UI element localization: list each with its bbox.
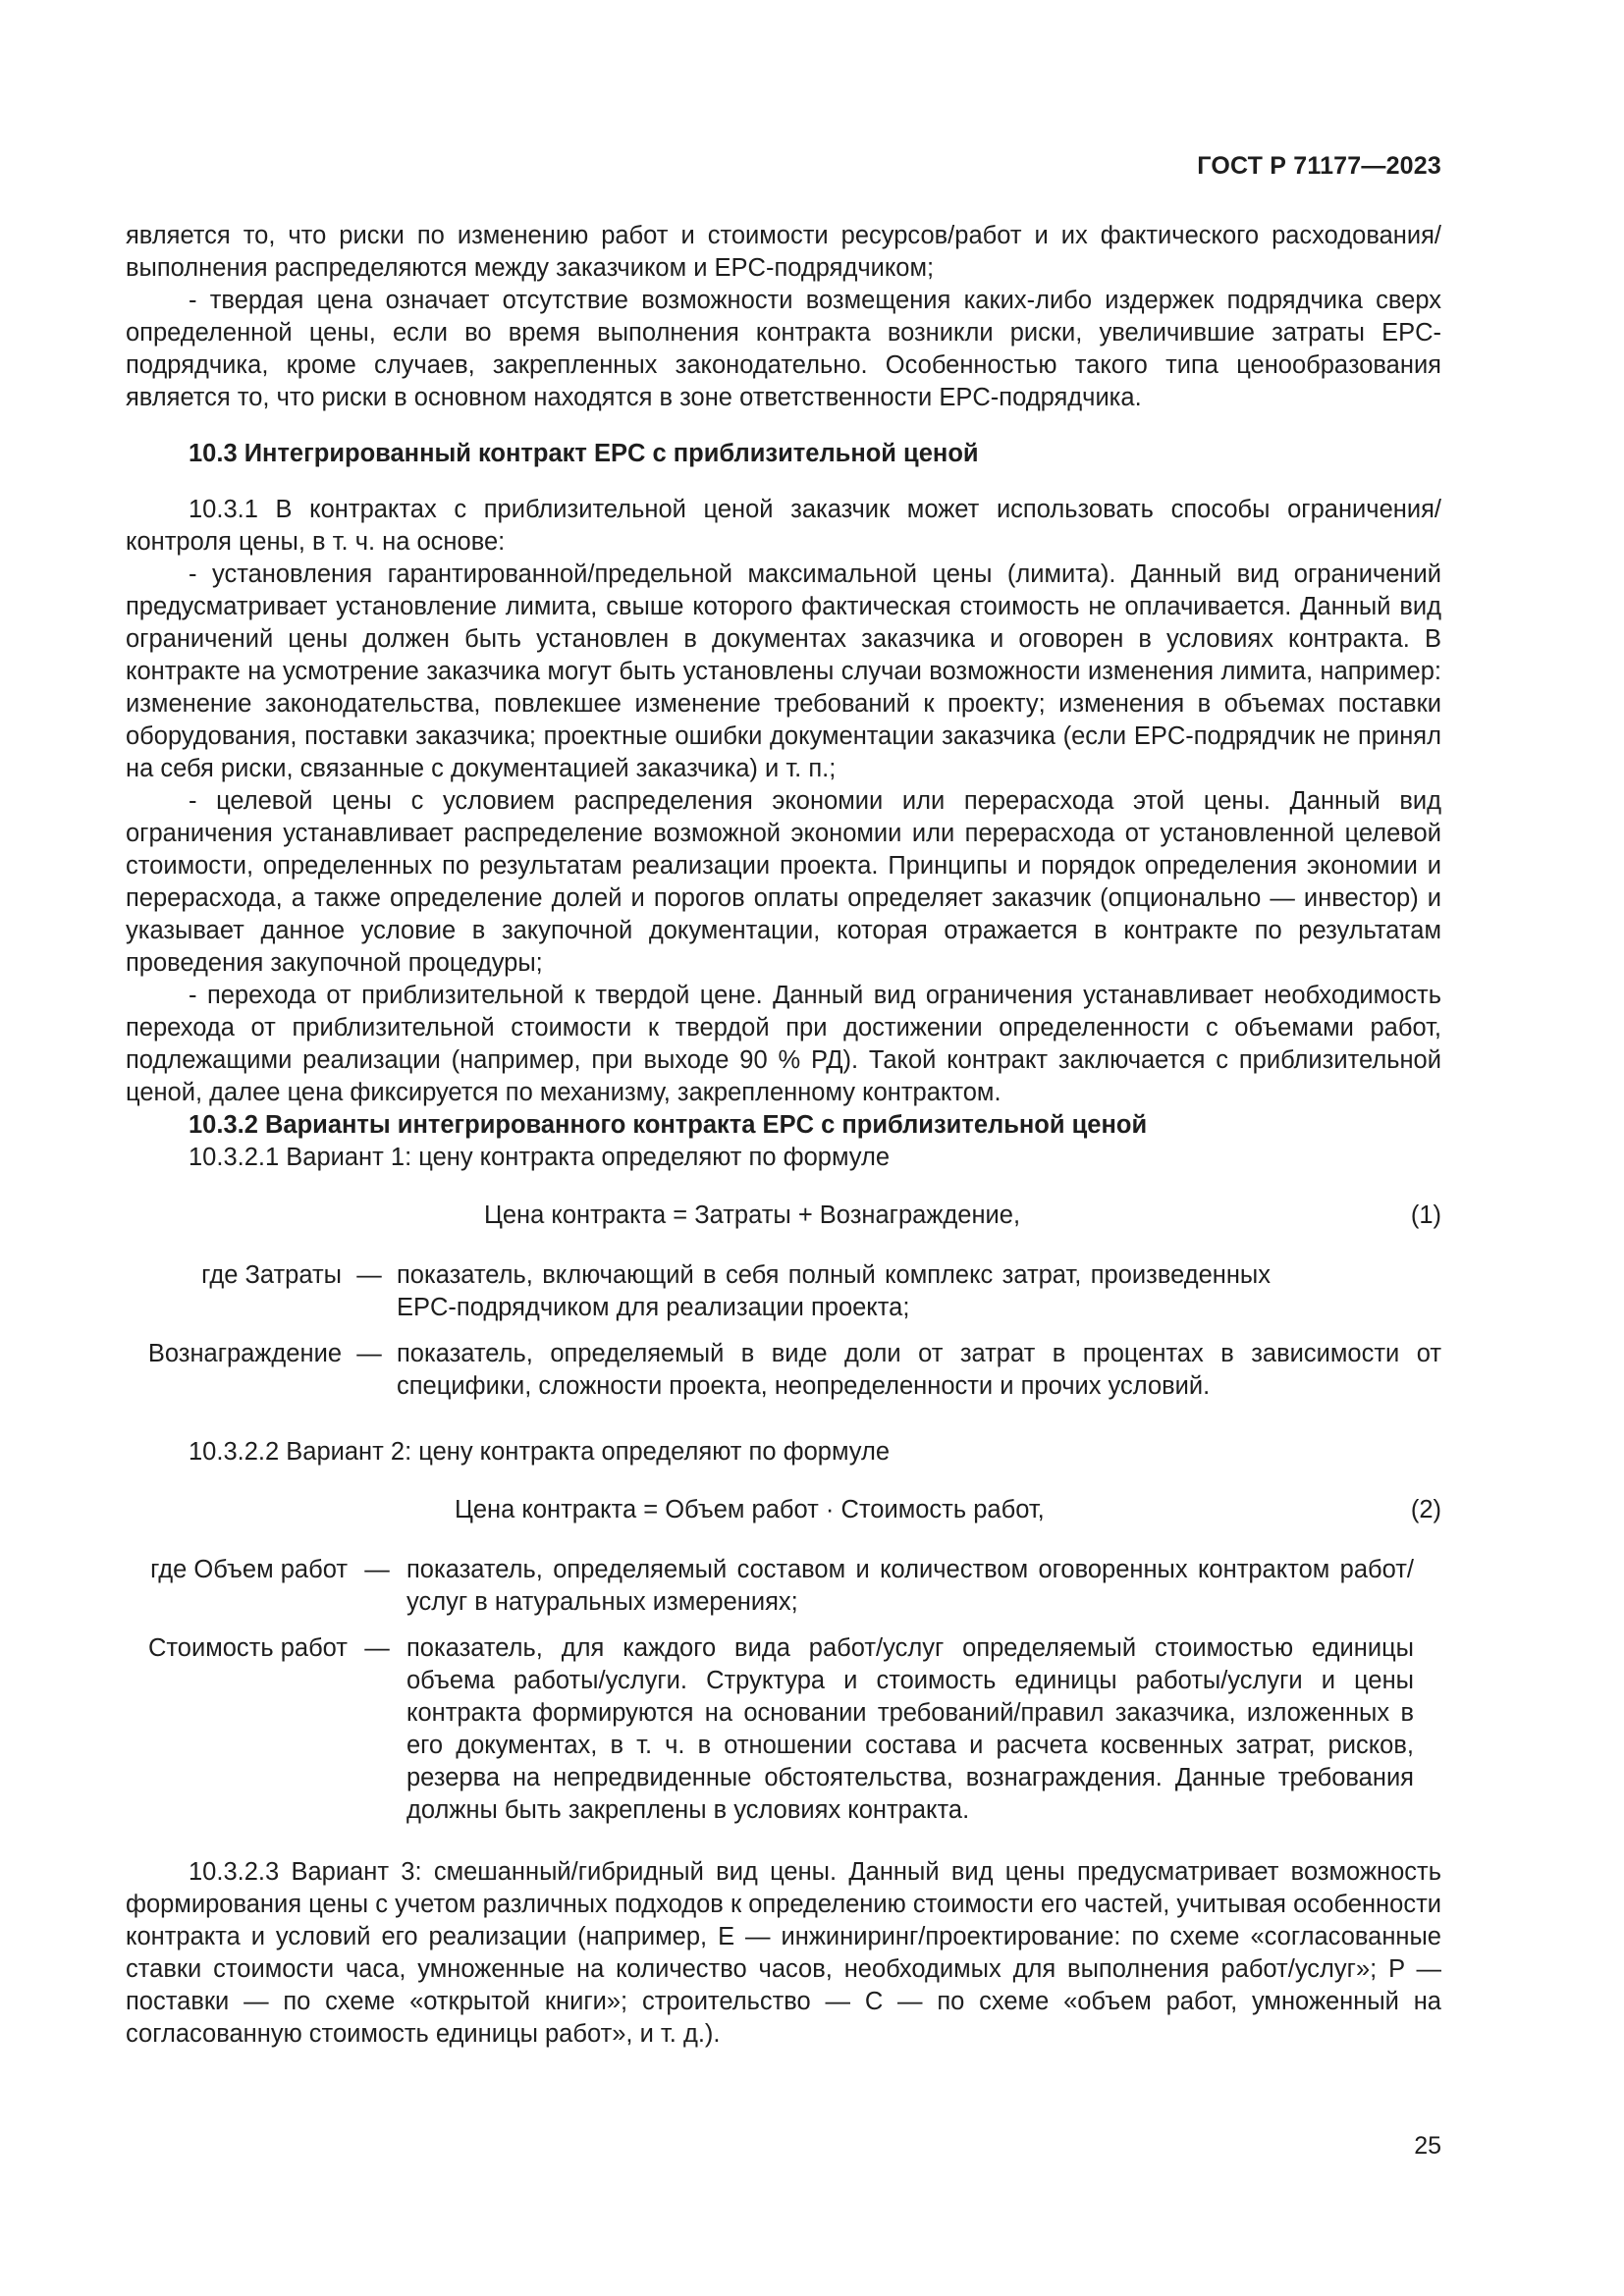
definition-dash: — <box>356 1340 382 1367</box>
formula-1-text: Цена контракта = Затраты + Вознаграждение, <box>484 1201 1021 1229</box>
definition-row <box>126 1554 1441 1619</box>
paragraph-pricing-risks: является то, что риски по изменению работ и стоимости ресурсов/работ и их фактического расходования/выполнения распределяются между заказчиком и EPC-подрядчиком; <box>126 222 1441 282</box>
definition-dash: — <box>364 1556 390 1583</box>
paragraph-10-3-2-3: 10.3.2.3 Вариант 3: смешанный/гибридный вид цены. Данный вид цены предусматривает возможность формирования цены с учетом различных подходов к определению стоимости его частей, учитывая особенности контракта и условий его реализации (например, E — инжиниринг/проектирование: по схеме «согласованные ставки стоимости часа, умноженные на количество часов, необходимых для выполнения работ/услуг»; P — поставки — по схеме «открытой книги»; строительство — C — по схеме «объем работ, умноженный на согласованную стоимость единицы работ», и т. д.). <box>126 1858 1441 2048</box>
section-heading-10-3: 10.3 Интегрированный контракт EPC с приблизительной ценой <box>189 440 979 467</box>
paragraph-fixed-price: - твердая цена означает отсутствие возможности возмещения каких-либо издержек подрядчика сверх определенной цены, если во время выполнения контракта возникли риски, увеличившие затраты EPC-подрядчика, кроме случаев, закрепленных законодательно. Особенностью такого типа ценообразования является то, что риски в основном находятся в зоне ответственности EPC-подрядчика. <box>126 287 1441 411</box>
formula-2-text: Цена контракта = Объем работ · Стоимость работ, <box>455 1496 1045 1523</box>
paragraph-10-3-2-2: 10.3.2.2 Вариант 2: цену контракта определяют по формуле <box>189 1438 891 1466</box>
definition-term: Вознаграждение <box>147 1340 342 1367</box>
definition-row <box>126 1259 1441 1324</box>
paragraph-10-3-2-1: 10.3.2.1 Вариант 1: цену контракта определяют по формуле <box>189 1144 891 1171</box>
formula-1-number: (1) <box>1410 1201 1441 1229</box>
document-page <box>126 0 1441 2296</box>
definition-description: показатель, определяемый составом и количеством оговоренных контрактом работ/услуг в натуральных измерениях; <box>406 1556 1414 1616</box>
definition-description: показатель, для каждого вида работ/услуг определяемый стоимостью единицы объема работы/услуги. Структура и стоимость единицы работы/услуги и цены контракта формируются на основании требований/правил заказчика, изложенных в его документах, в т. ч. в отношении состава и расчета косвенных затрат, рисков, резерва на непредвиденные обстоятельства, вознаграждения. Данные требования должны быть закреплены в условиях контракта. <box>406 1634 1414 1824</box>
page-number: 25 <box>1414 2132 1441 2160</box>
definition-row <box>126 1324 1441 1403</box>
definition-row <box>126 1619 1441 1827</box>
formula-2 <box>126 1494 1441 1526</box>
definition-term: Стоимость работ <box>147 1634 348 1662</box>
formula-2-number: (2) <box>1410 1496 1441 1523</box>
formula-1-definitions <box>126 1259 1441 1403</box>
definition-dash: — <box>356 1261 382 1289</box>
standard-header: ГОСТ Р 71177—2023 <box>1197 152 1441 180</box>
paragraph-target-price: - целевой цены с условием распределения экономии или перерасхода этой цены. Данный вид ограничения устанавливает распределение возможной экономии или перерасхода от установленной целевой стоимости, определенных по результатам реализации проекта. Принципы и порядок определения экономии и перерасхода, а также определение долей и порогов оплаты определяет заказчик (опционально — инвестор) и указывает данное условие в закупочной документации, которая отражается в контракте по результатам проведения закупочной процедуры; <box>126 787 1441 977</box>
definition-description: показатель, включающий в себя полный комплекс затрат, произведенных EPC-подрядчиком для реализации проекта; <box>397 1261 1271 1321</box>
definition-term: где Объем работ <box>150 1556 348 1583</box>
document-body <box>126 220 1441 2051</box>
definition-description: показатель, определяемый в виде доли от затрат в процентах в зависимости от специфики, сложности проекта, неопределенности и прочих условий. <box>397 1340 1441 1400</box>
definition-term: где Затраты <box>201 1261 342 1289</box>
paragraph-transition-price: - перехода от приблизительной к твердой цене. Данный вид ограничения устанавливает необходимость перехода от приблизительной стоимости к твердой при достижении определенности с объемами работ, подлежащими реализации (например, при выходе 90 % РД). Такой контракт заключается с приблизительной ценой, далее цена фиксируется по механизму, закрепленному контрактом. <box>126 982 1441 1106</box>
paragraph-limit-price: - установления гарантированной/предельной максимальной цены (лимита). Данный вид ограничений предусматривает установление лимита, свыше которого фактическая стоимость не оплачивается. Данный вид ограничений цены должен быть установлен в документах заказчика и оговорен в условиях контракта. В контракте на усмотрение заказчика могут быть установлены случаи возможности изменения лимита, например: изменение законодательства, повлекшее изменение требований к проекту; изменения в объемах поставки оборудования, поставки заказчика; проектные ошибки документации заказчика (если EPC-подрядчик не принял на себя риски, связанные с документацией заказчика) и т. п.; <box>126 561 1441 782</box>
formula-1 <box>126 1200 1441 1232</box>
formula-2-definitions <box>126 1554 1441 1827</box>
paragraph-10-3-1: 10.3.1 В контрактах с приблизительной ценой заказчик может использовать способы ограничения/контроля цены, в т. ч. на основе: <box>126 496 1441 556</box>
definition-dash: — <box>364 1634 390 1662</box>
section-heading-10-3-2: 10.3.2 Варианты интегрированного контракта EPC с приблизительной ценой <box>189 1111 1148 1139</box>
